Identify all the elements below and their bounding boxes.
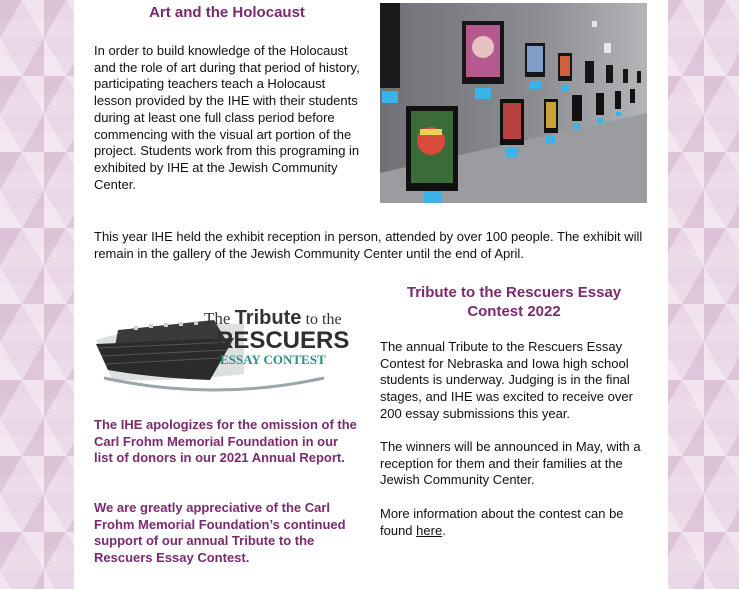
art-holocaust-paragraph: In order to build knowledge of the Holocaust and the role of art during that period of history, participating teachers teach a Holocaust lesson provided by the IHE with their students during at least one full class period before commencing with the visual art portion of the project. Students work from this programing in exhibited by IHE at the Jewish Community Center. xyxy=(94,43,360,192)
logo-essay-contest: ESSAY CONTEST xyxy=(220,352,326,367)
tribute-contest-heading: Tribute to the Rescuers Essay Contest 2022 xyxy=(406,284,622,320)
gallery-photo-image xyxy=(380,3,647,203)
contest-info-link[interactable]: here xyxy=(416,522,443,538)
tribute-paragraph-2: The winners will be announced in May, with a reception for them and their families at the Jewish Community Center. xyxy=(380,439,641,488)
apology-notice: The IHE apologizes for the omission of the Carl Frohm Memorial Foundation in our list of donors in our 2021 Annual Report. xyxy=(94,417,357,466)
art-holocaust-heading: Art and the Holocaust xyxy=(149,4,305,21)
gallery-exhibit-photo xyxy=(380,3,647,203)
svg-text:The Tribute to xyxy=(204,307,342,329)
artwork-frame-2 xyxy=(380,3,400,103)
logo-word-to-the: to the xyxy=(305,311,342,328)
ark-boat-icon xyxy=(96,320,234,380)
newsletter-page xyxy=(74,0,668,589)
tribute-rescuers-logo xyxy=(94,282,360,398)
logo-word-the: The xyxy=(204,309,231,328)
artwork-frame-1 xyxy=(406,106,458,203)
logo-word-rescuers: RESCUERS xyxy=(216,327,350,354)
tribute-paragraph-1: The annual Tribute to the Rescuers Essay Contest for Nebraska and Iowa high school students is underway. Judging is in the final stages, and IHE was excited to receive over 200 essay submissions this year. xyxy=(380,339,633,421)
logo-word-tribute: Tribute xyxy=(234,307,302,329)
tribute-paragraph-3 xyxy=(380,506,652,539)
exhibit-reception-paragraph: This year IHE held the exhibit reception in person, attended by over 100 people. The exhibit will remain in the gallery of the Jewish Community Center until the end of April. xyxy=(94,229,643,261)
more-info-period: . xyxy=(442,522,446,538)
appreciation-notice: We are greatly appreciative of the Carl Frohm Memorial Foundation’s continued support of our annual Tribute to the Rescuers Essay Contest. xyxy=(94,500,346,566)
more-info-text: More information about the contest can be found xyxy=(380,506,624,538)
tribute-logo-graphic xyxy=(94,282,360,398)
